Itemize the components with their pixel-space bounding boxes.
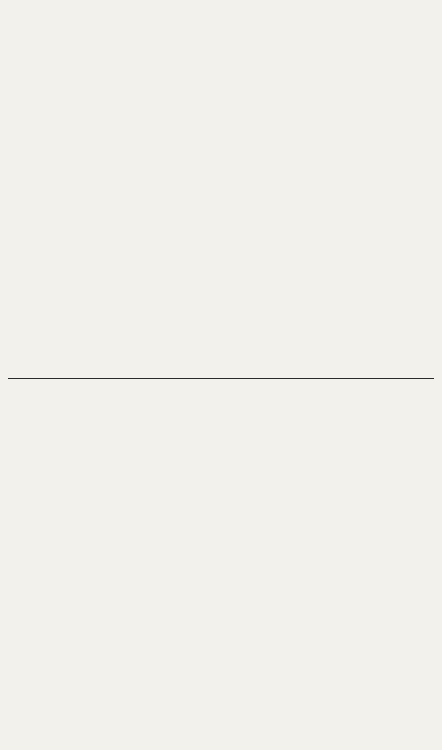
section-divider: [8, 378, 434, 379]
